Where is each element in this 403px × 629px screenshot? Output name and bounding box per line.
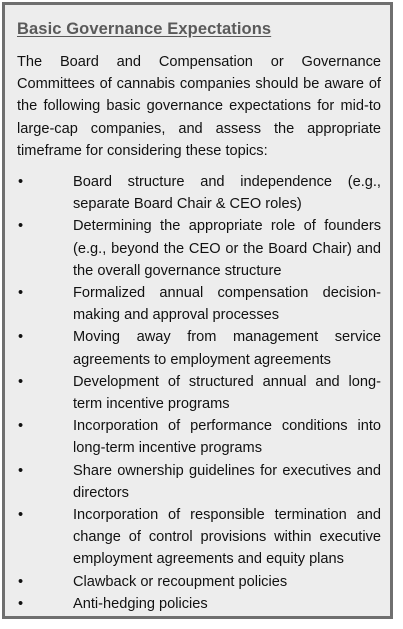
bullet-icon: • [18, 329, 24, 346]
bullet-icon: • [18, 507, 24, 524]
bullet-icon: • [18, 174, 24, 191]
bullet-icon: • [18, 595, 24, 612]
bullet-icon: • [18, 573, 24, 590]
list-item-text: Board structure and independence (e.g., separate Board Chair & CEO roles) [73, 174, 381, 213]
list-item-text: Share ownership guidelines for executives and directors [73, 462, 381, 501]
list-item [17, 460, 381, 504]
list-item [17, 593, 381, 615]
intro-paragraph: The Board and Compensation or Governance Committees of cannabis companies should be aware of the following basic governance expectations for mid-to large-cap companies, and assess the appropriate timeframe for considering these topics: [17, 54, 381, 159]
list-item-text: Incorporation of performance conditions into long-term incentive programs [73, 418, 381, 457]
list-item [17, 215, 381, 282]
bullet-icon: • [18, 418, 24, 435]
list-item [17, 371, 381, 415]
list-item-text: Determining the appropriate role of founders (e.g., beyond the CEO or the Board Chair) and the overall governance structure [73, 218, 381, 279]
list-item [17, 171, 381, 215]
list-item-text: Development of structured annual and long-term incentive programs [73, 373, 381, 413]
list-item [17, 326, 381, 370]
bullet-icon: • [18, 218, 24, 235]
list-item [17, 282, 381, 326]
panel-title: Basic Governance Expectations [17, 20, 272, 38]
list-item-text: Formalized annual compensation decision-making and approval processes [73, 285, 381, 324]
expectations-list [17, 171, 381, 615]
bullet-icon: • [18, 373, 24, 390]
bullet-icon: • [18, 462, 24, 479]
list-item [17, 504, 381, 571]
list-item-text: Anti-hedging policies [73, 595, 208, 612]
list-item-text: Clawback or recoupment policies [73, 573, 288, 590]
governance-panel [2, 2, 393, 619]
list-item-text: Moving away from management service agreements to employment agreements [73, 329, 381, 368]
list-item-text: Incorporation of responsible termination and change of control provisions within executive employment agreements and equity plans [73, 507, 381, 568]
bullet-icon: • [18, 285, 24, 302]
list-item [17, 571, 381, 593]
list-item [17, 415, 381, 459]
